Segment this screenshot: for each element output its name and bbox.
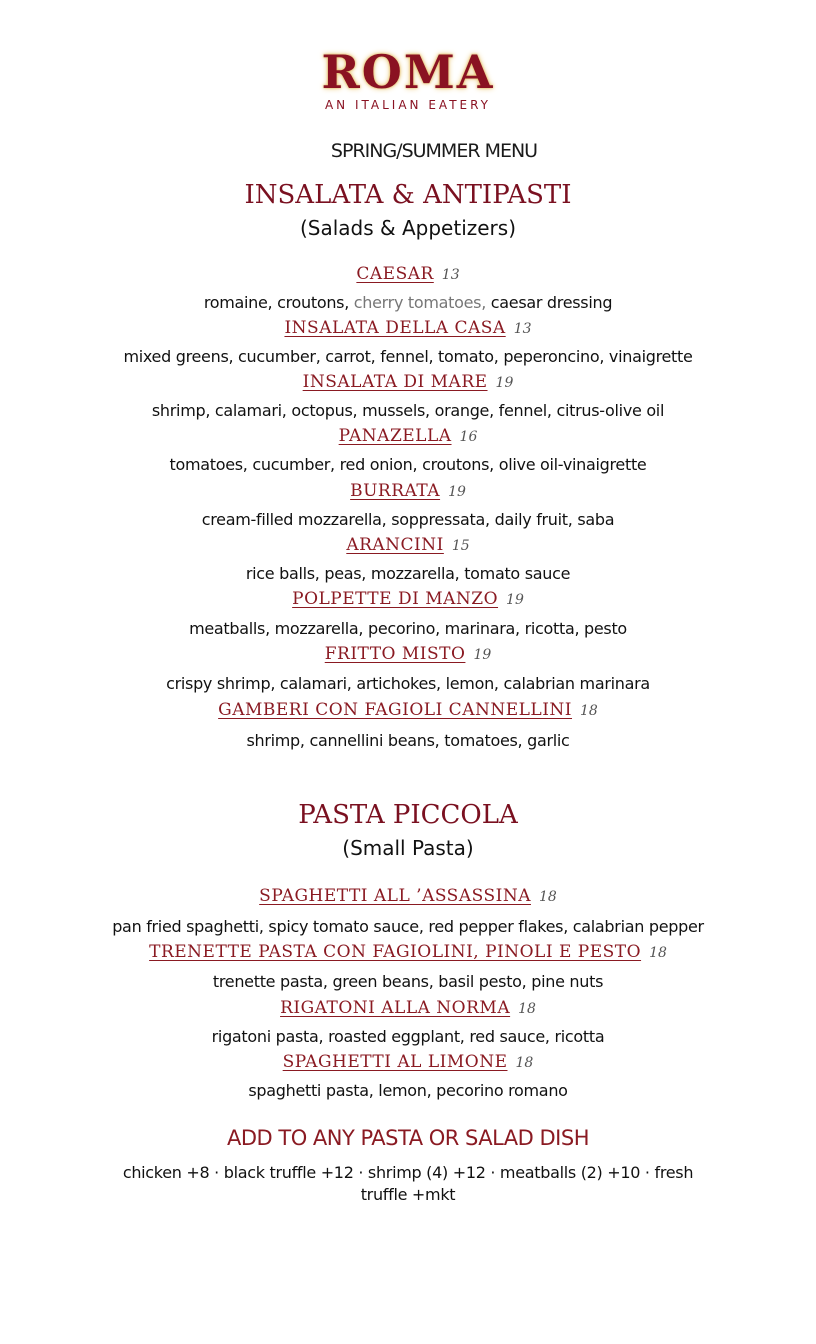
dish-description: shrimp, cannellini beans, tomatoes, garlic — [246, 731, 570, 750]
dish-description-part: cherry tomatoes, — [353, 293, 486, 312]
dish-name: INSALATA DELLA CASA — [284, 318, 506, 338]
dish-name: RIGATONI ALLA NORMA — [280, 998, 511, 1018]
dish-description: rice balls, peas, mozzarella, tomato sauce — [245, 564, 571, 583]
dish-description: spaghetti pasta, lemon, pecorino romano — [248, 1081, 568, 1100]
dish-price: 19 — [495, 375, 514, 391]
dish-name: CAESAR — [356, 264, 434, 284]
dish-spaghetti-assassina — [0, 886, 816, 906]
dish-burrata — [0, 481, 816, 501]
restaurant-logo — [0, 46, 816, 112]
dish-caesar — [0, 264, 816, 284]
dish-name: INSALATA DI MARE — [302, 372, 488, 392]
dish-name: SPAGHETTI ALL ’ASSASSINA — [259, 886, 531, 906]
dish-description: mixed greens, cucumber, carrot, fennel, tomato, peperoncino, vinaigrette — [123, 347, 693, 366]
dish-price: 19 — [473, 647, 492, 663]
dish-price: 18 — [538, 889, 557, 905]
dish-description: meatballs, mozzarella, pecorino, marinara, ricotta, pesto — [189, 619, 627, 638]
dish-description — [0, 293, 816, 312]
dish-gamberi-con-fagioli — [0, 700, 816, 720]
addons-text: chicken +8 · black truffle +12 · shrimp (4) +12 · meatballs (2) +10 · fresh truffle +mkt — [122, 1163, 694, 1204]
section-subtitle-pasta: (Small Pasta) — [342, 836, 474, 860]
dish-price: 18 — [649, 945, 667, 961]
dish-polpette-di-manzo — [0, 589, 816, 609]
dish-name: TRENETTE PASTA CON FAGIOLINI, PINOLI E PESTO — [149, 942, 642, 962]
dish-fritto-misto — [0, 644, 816, 664]
addons-title: ADD TO ANY PASTA OR SALAD DISH — [226, 1126, 589, 1150]
section-title-antipasti: INSALATA & ANTIPASTI — [244, 180, 572, 210]
dish-name: FRITTO MISTO — [324, 644, 466, 664]
dish-price: 18 — [515, 1055, 534, 1071]
dish-name: ARANCINI — [346, 535, 444, 555]
dish-description-part: romaine, croutons, — [203, 293, 354, 312]
dish-price: 19 — [448, 484, 466, 500]
dish-name: GAMBERI CON FAGIOLI CANNELLINI — [218, 700, 573, 720]
menu-season-title: SPRING/SUMMER MENU — [330, 140, 538, 162]
section-title-pasta: PASTA PICCOLA — [298, 800, 518, 830]
section-subtitle-antipasti: (Salads & Appetizers) — [299, 216, 516, 240]
dish-name: PANAZELLA — [338, 426, 452, 446]
dish-description: trenette pasta, green beans, basil pesto, pine nuts — [212, 972, 604, 991]
dish-description: tomatoes, cucumber, red onion, croutons, olive oil-vinaigrette — [169, 455, 647, 474]
dish-price: 15 — [451, 538, 470, 554]
dish-spaghetti-al-limone — [0, 1052, 816, 1072]
logo-tagline: AN ITALIAN EATERY — [324, 98, 492, 112]
dish-description: crispy shrimp, calamari, artichokes, lemon, calabrian marinara — [166, 674, 650, 693]
dish-price: 13 — [513, 321, 532, 337]
logo-wordmark: ROMA — [321, 45, 495, 99]
dish-insalata-di-mare — [0, 372, 816, 392]
dish-panazella — [0, 426, 816, 446]
dish-rigatoni-alla-norma — [0, 998, 816, 1018]
dish-name: BURRATA — [350, 481, 441, 501]
dish-trenette-pasta — [0, 942, 816, 962]
dish-description: shrimp, calamari, octopus, mussels, orange, fennel, citrus-olive oil — [151, 401, 665, 420]
dish-price: 18 — [580, 703, 598, 719]
dish-name: SPAGHETTI AL LIMONE — [282, 1052, 508, 1072]
dish-description: rigatoni pasta, roasted eggplant, red sauce, ricotta — [211, 1027, 605, 1046]
dish-description: pan fried spaghetti, spicy tomato sauce, red pepper flakes, calabrian pepper — [112, 917, 704, 936]
dish-description: cream-filled mozzarella, soppressata, daily fruit, saba — [201, 510, 615, 529]
dish-insalata-della-casa — [0, 318, 816, 338]
dish-price: 19 — [506, 592, 524, 608]
dish-arancini — [0, 535, 816, 555]
dish-price: 13 — [441, 267, 460, 283]
dish-name: POLPETTE DI MANZO — [292, 589, 499, 609]
dish-price: 16 — [459, 429, 478, 445]
dish-description-part: caesar dressing — [486, 293, 613, 312]
dish-price: 18 — [518, 1001, 536, 1017]
